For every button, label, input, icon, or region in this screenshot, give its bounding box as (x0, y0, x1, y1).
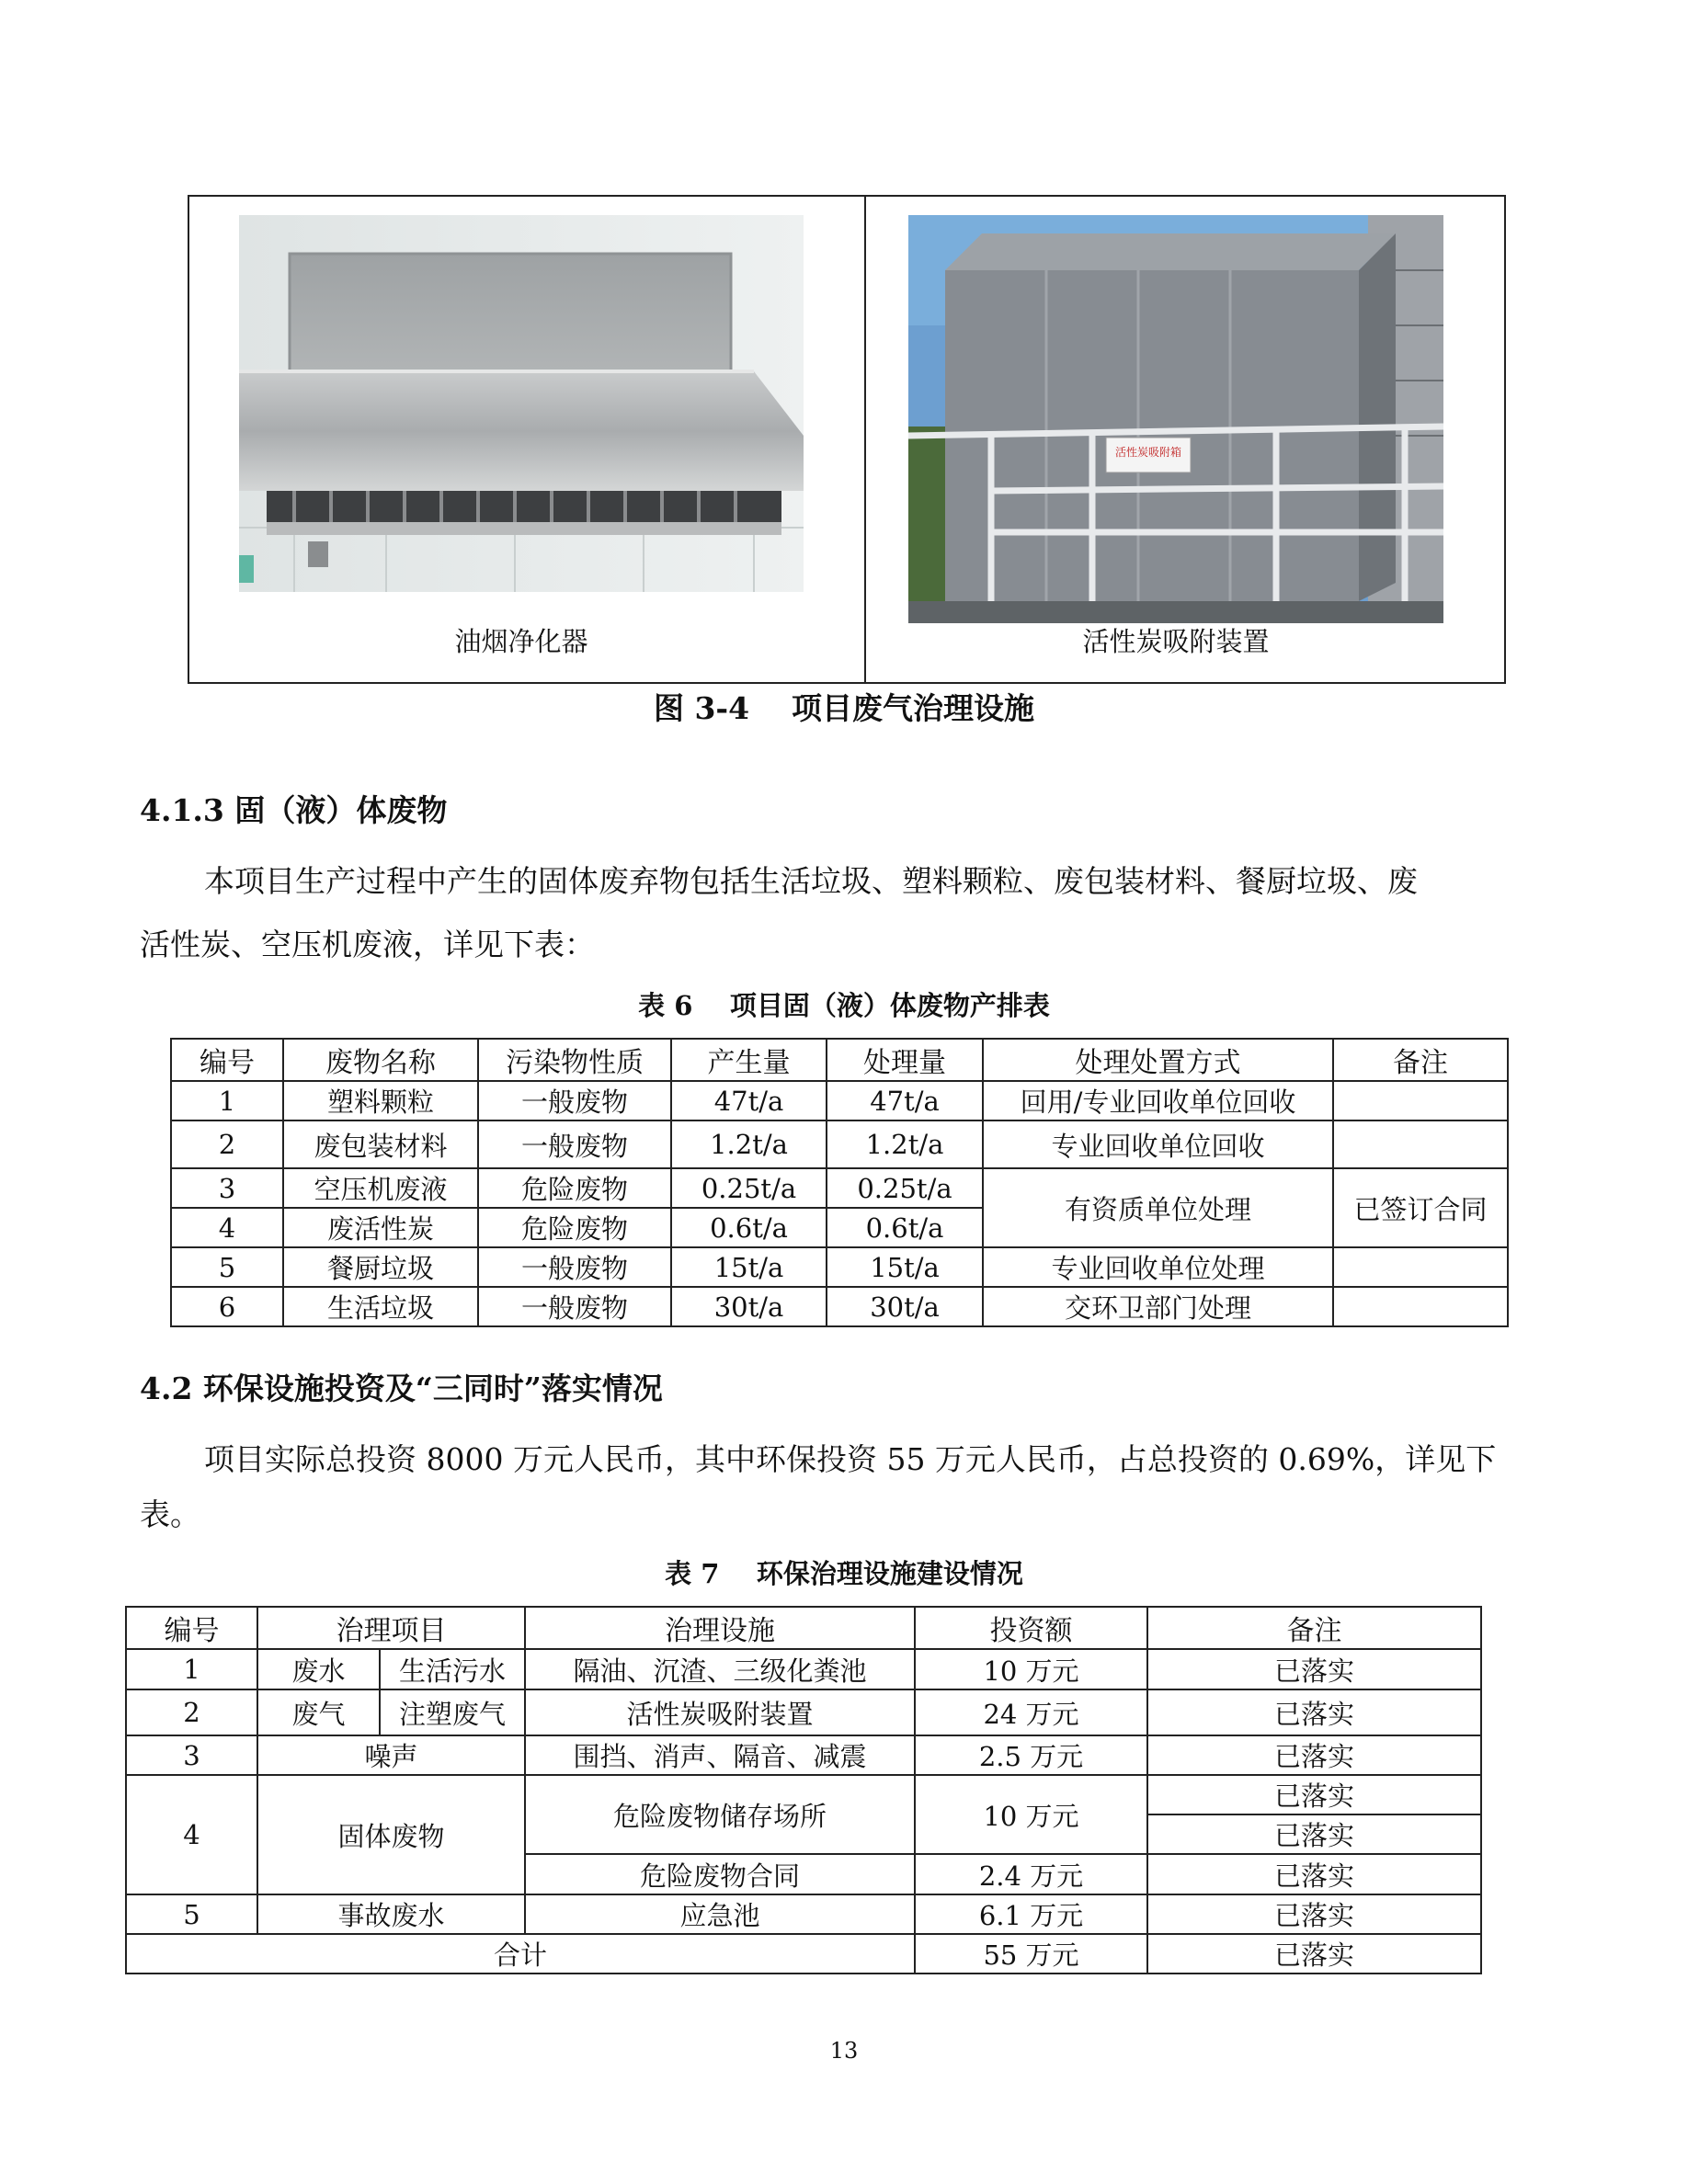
table6-header-cell: 废物名称 (283, 1039, 478, 1081)
figure-title: 图 3-4 项目废气治理设施 (653, 690, 1035, 726)
table6-header-cell: 处理处置方式 (983, 1039, 1333, 1081)
table-cell: 废活性炭 (283, 1208, 478, 1247)
table6-header-cell: 产生量 (671, 1039, 827, 1081)
table-row (171, 1168, 1508, 1208)
table-cell: 5 (126, 1894, 257, 1934)
table-cell: 空压机废液 (283, 1168, 478, 1208)
table-cell: 一般废物 (478, 1120, 671, 1168)
table-cell: 交环卫部门处理 (983, 1287, 1333, 1326)
left-photo-caption: 油烟净化器 (454, 626, 588, 657)
table6-header-cell: 编号 (171, 1039, 283, 1081)
table-row (126, 1649, 1481, 1689)
section-paragraph-line1: 本项目生产过程中产生的固体废弃物包括生活垃圾、塑料颗粒、废包装材料、餐厨垃圾、废 (204, 863, 1418, 899)
table-cell: 专业回收单位处理 (983, 1247, 1333, 1287)
table-cell: 塑料颗粒 (283, 1081, 478, 1120)
table-total-label: 合计 (126, 1934, 915, 1974)
table7-header-row (126, 1607, 1481, 1649)
table-cell: 6.1 万元 (915, 1894, 1147, 1934)
table-cell: 事故废水 (257, 1894, 525, 1934)
table-cell: 10 万元 (915, 1649, 1147, 1689)
section-paragraph-line2: 活性炭、空压机废液，详见下表： (140, 927, 595, 962)
table-row (126, 1775, 1481, 1814)
table-cell: 餐厨垃圾 (283, 1247, 478, 1287)
table7-header-cell: 治理设施 (525, 1607, 915, 1649)
table-cell: 回用/专业回收单位回收 (983, 1081, 1333, 1120)
table-cell-merged: 危险废物储存场所 (525, 1775, 915, 1854)
table7-header-cell: 备注 (1147, 1607, 1481, 1649)
table-cell-merged: 有资质单位处理 (983, 1168, 1333, 1247)
table-cell: 危险废物 (478, 1208, 671, 1247)
table-cell: 3 (171, 1168, 283, 1208)
table-cell-merged: 已签订合同 (1333, 1168, 1508, 1247)
table-row (171, 1247, 1508, 1287)
table-cell: 已落实 (1147, 1735, 1481, 1775)
activated-carbon-photo (908, 215, 1443, 623)
table-cell: 2.4 万元 (915, 1854, 1147, 1894)
activated-carbon-illustration (908, 215, 1443, 623)
table-cell (1333, 1247, 1508, 1287)
table-cell: 已落实 (1147, 1934, 1481, 1974)
table-cell: 0.6t/a (671, 1208, 827, 1247)
section-heading-4-1-3: 4.1.3 固（液）体废物 (140, 792, 448, 828)
table-cell: 6 (171, 1287, 283, 1326)
table-cell: 3 (126, 1735, 257, 1775)
table-cell: 生活污水 (380, 1649, 525, 1689)
table-row (171, 1081, 1508, 1120)
table-cell: 隔油、沉渣、三级化粪池 (525, 1649, 915, 1689)
table-cell: 47t/a (827, 1081, 983, 1120)
table-cell: 噪声 (257, 1735, 525, 1775)
table7-title: 表 7 环保治理设施建设情况 (665, 1558, 1023, 1589)
table-cell: 已落实 (1147, 1814, 1481, 1854)
table-cell: 5 (171, 1247, 283, 1287)
table-cell: 生活垃圾 (283, 1287, 478, 1326)
table6-header-cell: 污染物性质 (478, 1039, 671, 1081)
table-cell: 47t/a (671, 1081, 827, 1120)
table-cell: 2.5 万元 (915, 1735, 1147, 1775)
table-row (126, 1689, 1481, 1735)
table-cell: 一般废物 (478, 1247, 671, 1287)
table-cell: 2 (126, 1689, 257, 1735)
table-cell: 55 万元 (915, 1934, 1147, 1974)
table6-header-row (171, 1039, 1508, 1081)
table-cell: 1.2t/a (671, 1120, 827, 1168)
table-cell: 30t/a (671, 1287, 827, 1326)
table-cell: 已落实 (1147, 1854, 1481, 1894)
table-cell-merged: 固体废物 (257, 1775, 525, 1894)
table7-header-cell: 编号 (126, 1607, 257, 1649)
table-cell: 已落实 (1147, 1894, 1481, 1934)
table7-header-cell: 治理项目 (257, 1607, 525, 1649)
table-row (171, 1287, 1508, 1326)
table6-header-cell: 备注 (1333, 1039, 1508, 1081)
table-cell: 注塑废气 (380, 1689, 525, 1735)
table-cell: 应急池 (525, 1894, 915, 1934)
table-cell: 废水 (257, 1649, 380, 1689)
table-cell: 0.25t/a (671, 1168, 827, 1208)
table6-header-cell: 处理量 (827, 1039, 983, 1081)
table-row (171, 1120, 1508, 1168)
table-cell: 危险废物合同 (525, 1854, 915, 1894)
table-cell: 已落实 (1147, 1689, 1481, 1735)
table-total-row (126, 1934, 1481, 1974)
table-cell: 15t/a (671, 1247, 827, 1287)
table-row (126, 1735, 1481, 1775)
table-cell-merged: 10 万元 (915, 1775, 1147, 1854)
oil-fume-purifier-photo (239, 215, 804, 592)
table-cell-merged: 4 (126, 1775, 257, 1894)
table-cell (1333, 1081, 1508, 1120)
table-cell: 0.6t/a (827, 1208, 983, 1247)
section-paragraph-line2: 表。 (140, 1496, 200, 1532)
table-cell: 1 (171, 1081, 283, 1120)
table-cell (1333, 1120, 1508, 1168)
table-cell: 废气 (257, 1689, 380, 1735)
figure-divider (864, 195, 866, 684)
section-heading-4-2: 4.2 环保设施投资及“三同时”落实情况 (140, 1371, 663, 1406)
page-number: 13 (829, 2038, 859, 2064)
table-cell: 24 万元 (915, 1689, 1147, 1735)
table7-header-cell: 投资额 (915, 1607, 1147, 1649)
table-cell (1333, 1287, 1508, 1326)
table-row (126, 1894, 1481, 1934)
table-cell: 1.2t/a (827, 1120, 983, 1168)
oil-fume-purifier-illustration (239, 215, 804, 592)
table-cell: 一般废物 (478, 1287, 671, 1326)
table-cell: 危险废物 (478, 1168, 671, 1208)
table-cell: 已落实 (1147, 1775, 1481, 1814)
table-cell: 废包装材料 (283, 1120, 478, 1168)
table6 (170, 1038, 1509, 1327)
table-cell: 专业回收单位回收 (983, 1120, 1333, 1168)
table-cell: 活性炭吸附装置 (525, 1689, 915, 1735)
table-cell: 2 (171, 1120, 283, 1168)
table-cell: 围挡、消声、隔音、减震 (525, 1735, 915, 1775)
table-cell: 15t/a (827, 1247, 983, 1287)
table-cell: 4 (171, 1208, 283, 1247)
table-cell: 0.25t/a (827, 1168, 983, 1208)
sign-label: 活性炭吸附箱 (1114, 446, 1182, 459)
table-cell: 一般废物 (478, 1081, 671, 1120)
table-cell: 30t/a (827, 1287, 983, 1326)
table7 (125, 1606, 1482, 1974)
table6-title: 表 6 项目固（液）体废物产排表 (638, 990, 1050, 1021)
table-cell: 1 (126, 1649, 257, 1689)
section-paragraph-line1: 项目实际总投资 8000 万元人民币，其中环保投资 55 万元人民币，占总投资的 0.69%，详见下 (204, 1441, 1497, 1477)
right-photo-caption: 活性炭吸附装置 (1082, 626, 1270, 657)
table-cell: 已落实 (1147, 1649, 1481, 1689)
